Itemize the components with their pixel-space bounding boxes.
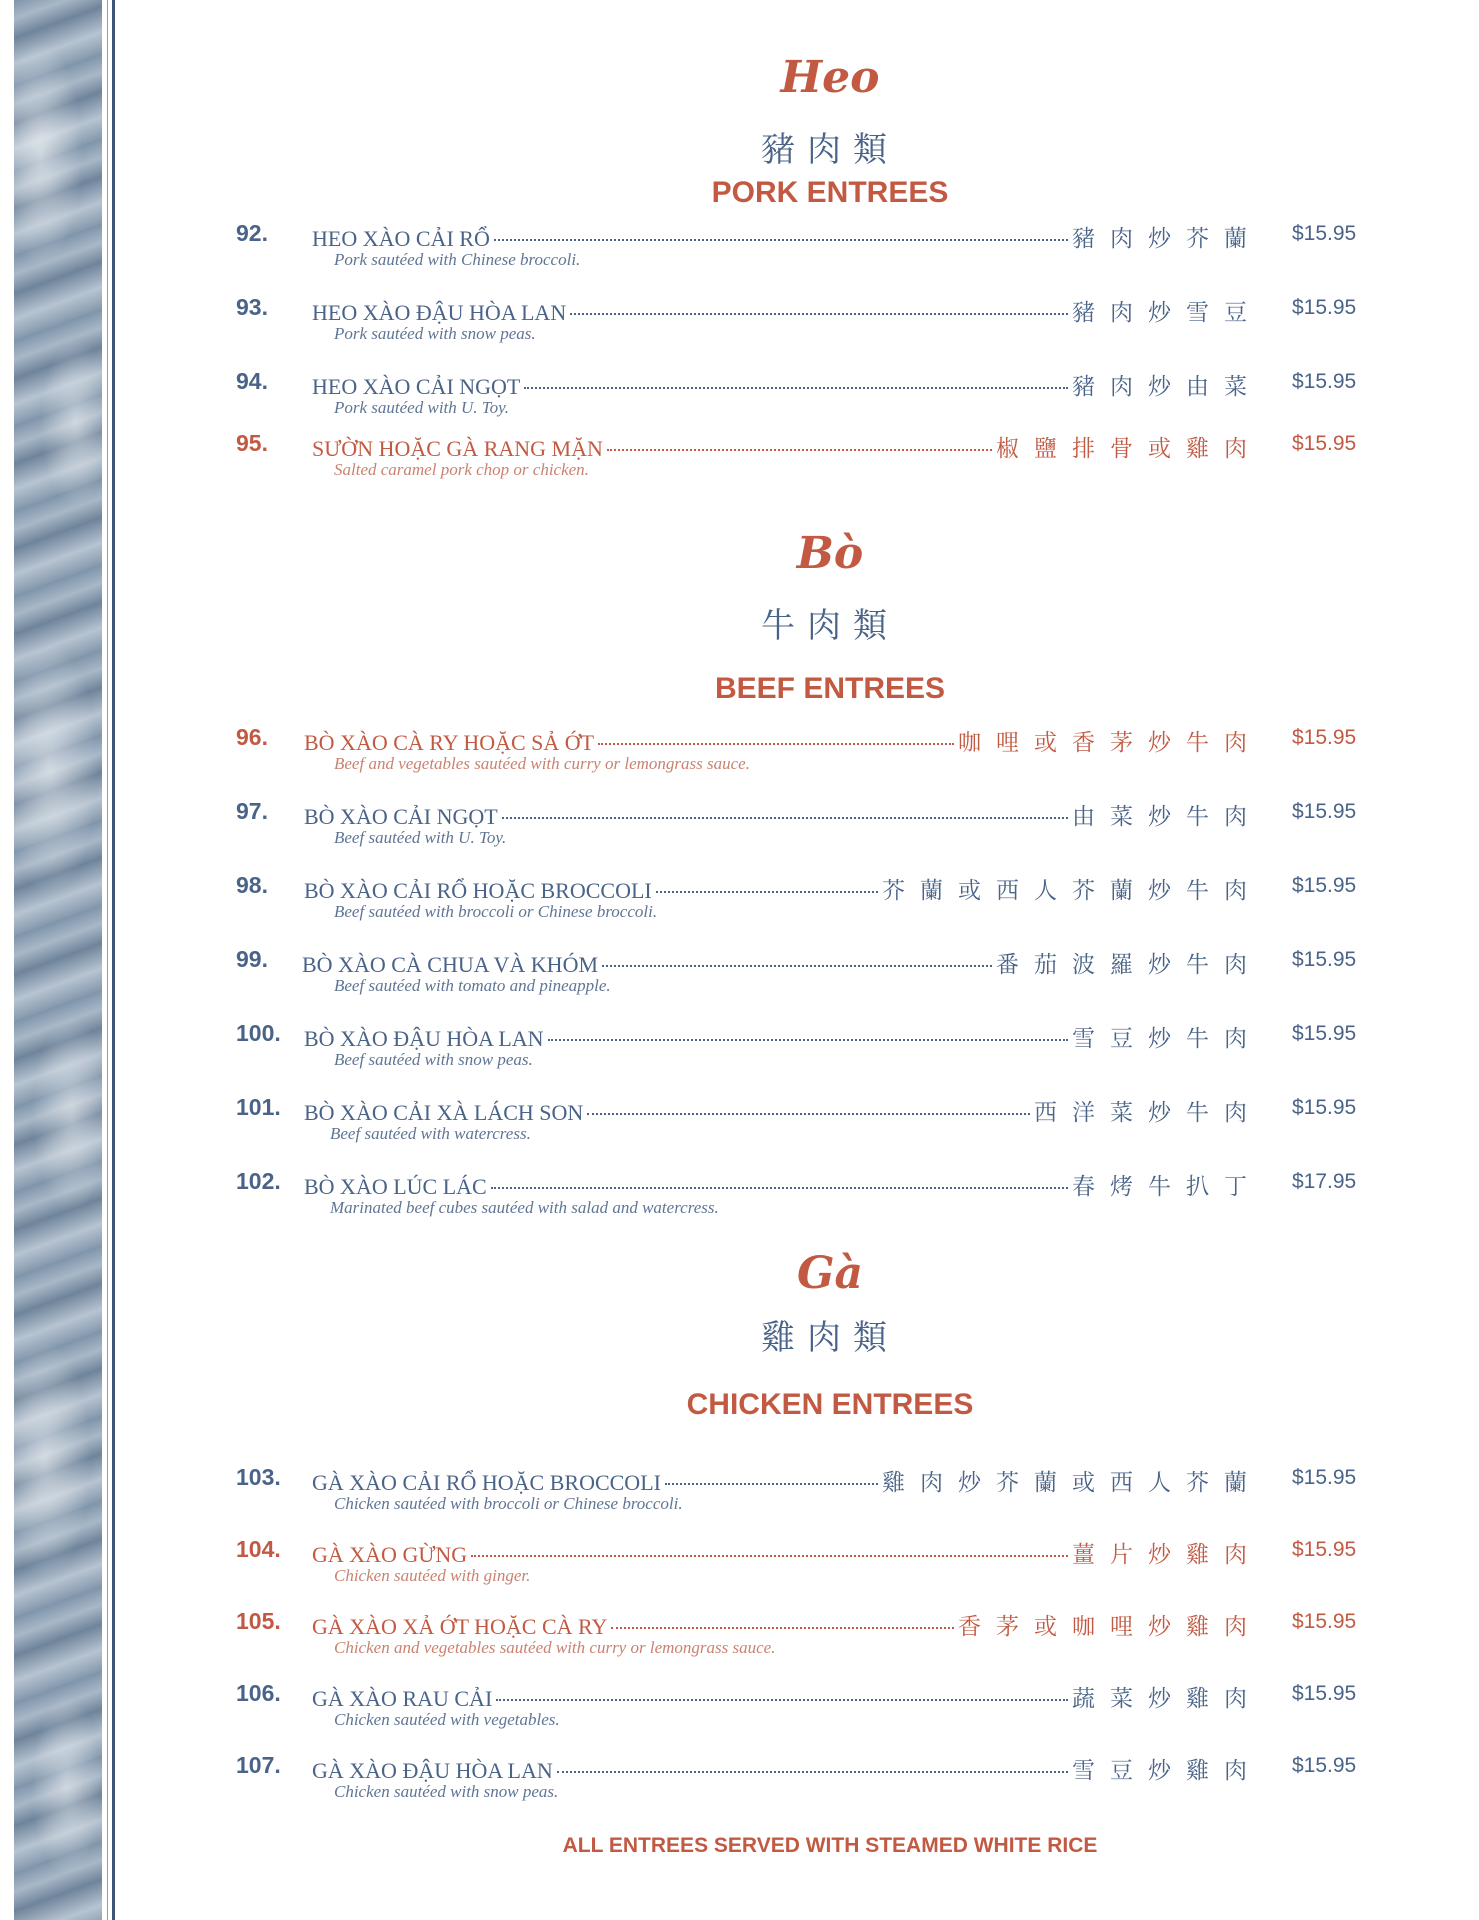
item-price: $15.95: [1292, 1466, 1357, 1489]
dot-leader: [570, 313, 1068, 315]
item-description: Beef sautéed with snow peas.: [334, 1050, 533, 1069]
dot-leader: [665, 1483, 878, 1485]
item-description: Chicken and vegetables sautéed with curry or lemongrass sauce.: [334, 1638, 776, 1657]
item-price: $15.95: [1292, 1096, 1357, 1119]
item-vietnamese-name: BÒ XÀO CẢI XÀ LÁCH SON: [304, 1100, 584, 1125]
item-chinese-name: 雪豆炒雞肉: [1072, 1758, 1262, 1784]
item-description: Beef sautéed with watercress.: [330, 1124, 531, 1143]
item-number: 95.: [236, 430, 268, 456]
item-price: $15.95: [1292, 370, 1357, 393]
item-chinese-name: 豬肉炒雪豆: [1072, 300, 1262, 326]
dot-leader: [607, 449, 992, 451]
item-price: $15.95: [1292, 726, 1357, 749]
item-number: 99.: [236, 946, 268, 972]
menu-item: [236, 368, 1376, 428]
item-price: $15.95: [1292, 1022, 1357, 1045]
dot-leader: [502, 817, 1068, 819]
item-price: $15.95: [1292, 1610, 1357, 1633]
item-number: 107.: [236, 1752, 281, 1778]
menu-item: [236, 946, 1376, 1006]
item-price: $15.95: [1292, 1682, 1357, 1705]
item-number: 100.: [236, 1020, 281, 1046]
item-chinese-name: 雪豆炒牛肉: [1072, 1026, 1262, 1052]
item-description: Pork sautéed with snow peas.: [334, 324, 536, 343]
item-vietnamese-name: GÀ XÀO CẢI RỔ HOẶC BROCCOLI: [312, 1470, 661, 1495]
dot-leader: [491, 1187, 1068, 1189]
item-description: Chicken sautéed with broccoli or Chinese broccoli.: [334, 1494, 683, 1513]
menu-item: [236, 430, 1376, 490]
item-price: $15.95: [1292, 296, 1357, 319]
item-description: Marinated beef cubes sautéed with salad and watercress.: [330, 1198, 719, 1217]
item-price: $15.95: [1292, 948, 1357, 971]
item-chinese-name: 香茅或咖哩炒雞肉: [958, 1614, 1262, 1640]
item-number: 96.: [236, 724, 268, 750]
section-script-title: Gà: [796, 1248, 864, 1299]
menu-item: [236, 294, 1376, 354]
item-vietnamese-name: GÀ XÀO XẢ ỚT HOẶC CÀ RY: [312, 1614, 608, 1639]
dot-leader: [496, 1699, 1068, 1701]
item-number: 105.: [236, 1608, 281, 1634]
item-vietnamese-name: BÒ XÀO CÀ CHUA VÀ KHÓM: [302, 952, 599, 977]
section-english-title: CHICKEN ENTREES: [686, 1388, 974, 1421]
item-chinese-name: 蔬菜炒雞肉: [1072, 1686, 1262, 1712]
item-number: 103.: [236, 1464, 281, 1490]
item-vietnamese-name: GÀ XÀO RAU CẢI: [312, 1686, 493, 1711]
item-vietnamese-name: BÒ XÀO ĐẬU HÒA LAN: [304, 1026, 544, 1051]
item-vietnamese-name: HEO XÀO CẢI NGỌT: [312, 374, 521, 399]
menu-item: [236, 1608, 1376, 1668]
item-chinese-name: 春烤牛扒丁: [1072, 1174, 1262, 1200]
item-vietnamese-name: SƯỜN HOẶC GÀ RANG MẶN: [312, 436, 603, 461]
item-price: $15.95: [1292, 1754, 1357, 1777]
footer-note: ALL ENTREES SERVED WITH STEAMED WHITE RICE: [562, 1834, 1098, 1857]
item-chinese-name: 椒鹽排骨或雞肉: [996, 436, 1262, 462]
menu-item: [236, 220, 1376, 280]
item-vietnamese-name: HEO XÀO CẢI RỔ: [312, 226, 490, 251]
item-vietnamese-name: BÒ XÀO CÀ RY HOẶC SẢ ỚT: [304, 730, 595, 755]
item-number: 94.: [236, 368, 268, 394]
item-chinese-name: 薑片炒雞肉: [1072, 1542, 1262, 1568]
item-price: $15.95: [1292, 222, 1357, 245]
dot-leader: [602, 965, 992, 967]
item-number: 92.: [236, 220, 268, 246]
item-number: 98.: [236, 872, 268, 898]
item-number: 102.: [236, 1168, 281, 1194]
item-chinese-name: 芥蘭或西人芥蘭炒牛肉: [882, 878, 1262, 904]
item-chinese-name: 番茄波羅炒牛肉: [996, 952, 1262, 978]
menu-item: [236, 1464, 1376, 1524]
item-price: $15.95: [1292, 874, 1357, 897]
menu-item: [236, 1752, 1376, 1812]
menu-item: [236, 1536, 1376, 1596]
dot-leader: [587, 1113, 1030, 1115]
section-english-title: BEEF ENTREES: [714, 672, 946, 705]
item-number: 97.: [236, 798, 268, 824]
item-price: $15.95: [1292, 800, 1357, 823]
dot-leader: [494, 239, 1068, 241]
item-chinese-name: 豬肉炒由菜: [1072, 374, 1262, 400]
item-number: 101.: [236, 1094, 281, 1120]
item-vietnamese-name: HEO XÀO ĐẬU HÒA LAN: [312, 300, 567, 325]
item-price: $15.95: [1292, 432, 1357, 455]
item-description: Chicken sautéed with snow peas.: [334, 1782, 559, 1801]
item-description: Beef sautéed with U. Toy.: [334, 828, 507, 847]
item-description: Beef sautéed with tomato and pineapple.: [334, 976, 611, 995]
dot-leader: [557, 1771, 1068, 1773]
dot-leader: [611, 1627, 954, 1629]
item-chinese-name: 豬肉炒芥蘭: [1072, 226, 1262, 252]
dot-leader: [656, 891, 878, 893]
item-chinese-name: 由菜炒牛肉: [1072, 804, 1262, 830]
menu-item: [236, 1020, 1376, 1080]
section-chinese-title: 雞肉類: [761, 1318, 899, 1358]
section-script-title: Heo: [780, 52, 880, 103]
dot-leader: [548, 1039, 1068, 1041]
section-english-title: PORK ENTREES: [711, 176, 949, 209]
item-number: 106.: [236, 1680, 281, 1706]
item-vietnamese-name: BÒ XÀO LÚC LÁC: [304, 1174, 487, 1199]
item-price: $15.95: [1292, 1538, 1357, 1561]
dot-leader: [598, 743, 954, 745]
section-script-title: Bò: [796, 528, 864, 579]
menu-item: [236, 798, 1376, 858]
menu-item: [236, 724, 1376, 784]
item-vietnamese-name: BÒ XÀO CẢI RỔ HOẶC BROCCOLI: [304, 878, 652, 903]
item-vietnamese-name: GÀ XÀO ĐẬU HÒA LAN: [312, 1758, 553, 1783]
dot-leader: [524, 387, 1068, 389]
menu-item: [236, 872, 1376, 932]
item-chinese-name: 西洋菜炒牛肉: [1034, 1100, 1262, 1126]
item-description: Chicken sautéed with vegetables.: [334, 1710, 560, 1729]
item-description: Pork sautéed with U. Toy.: [334, 398, 510, 417]
item-description: Beef and vegetables sautéed with curry or lemongrass sauce.: [334, 754, 750, 773]
item-vietnamese-name: BÒ XÀO CẢI NGỌT: [304, 804, 498, 829]
section-chinese-title: 牛肉類: [761, 606, 899, 646]
item-vietnamese-name: GÀ XÀO GỪNG: [312, 1542, 468, 1567]
item-description: Pork sautéed with Chinese broccoli.: [334, 250, 581, 269]
item-number: 93.: [236, 294, 268, 320]
item-chinese-name: 雞肉炒芥蘭或西人芥蘭: [882, 1470, 1262, 1496]
item-number: 104.: [236, 1536, 281, 1562]
item-description: Chicken sautéed with ginger.: [334, 1566, 531, 1585]
item-description: Salted caramel pork chop or chicken.: [334, 460, 589, 479]
dot-leader: [471, 1555, 1068, 1557]
menu-item: [236, 1168, 1376, 1228]
menu-item: [236, 1094, 1376, 1154]
item-chinese-name: 咖哩或香茅炒牛肉: [958, 730, 1262, 756]
section-chinese-title: 豬肉類: [761, 130, 899, 170]
menu-item: [236, 1680, 1376, 1740]
item-description: Beef sautéed with broccoli or Chinese broccoli.: [334, 902, 658, 921]
item-price: $17.95: [1292, 1170, 1357, 1193]
